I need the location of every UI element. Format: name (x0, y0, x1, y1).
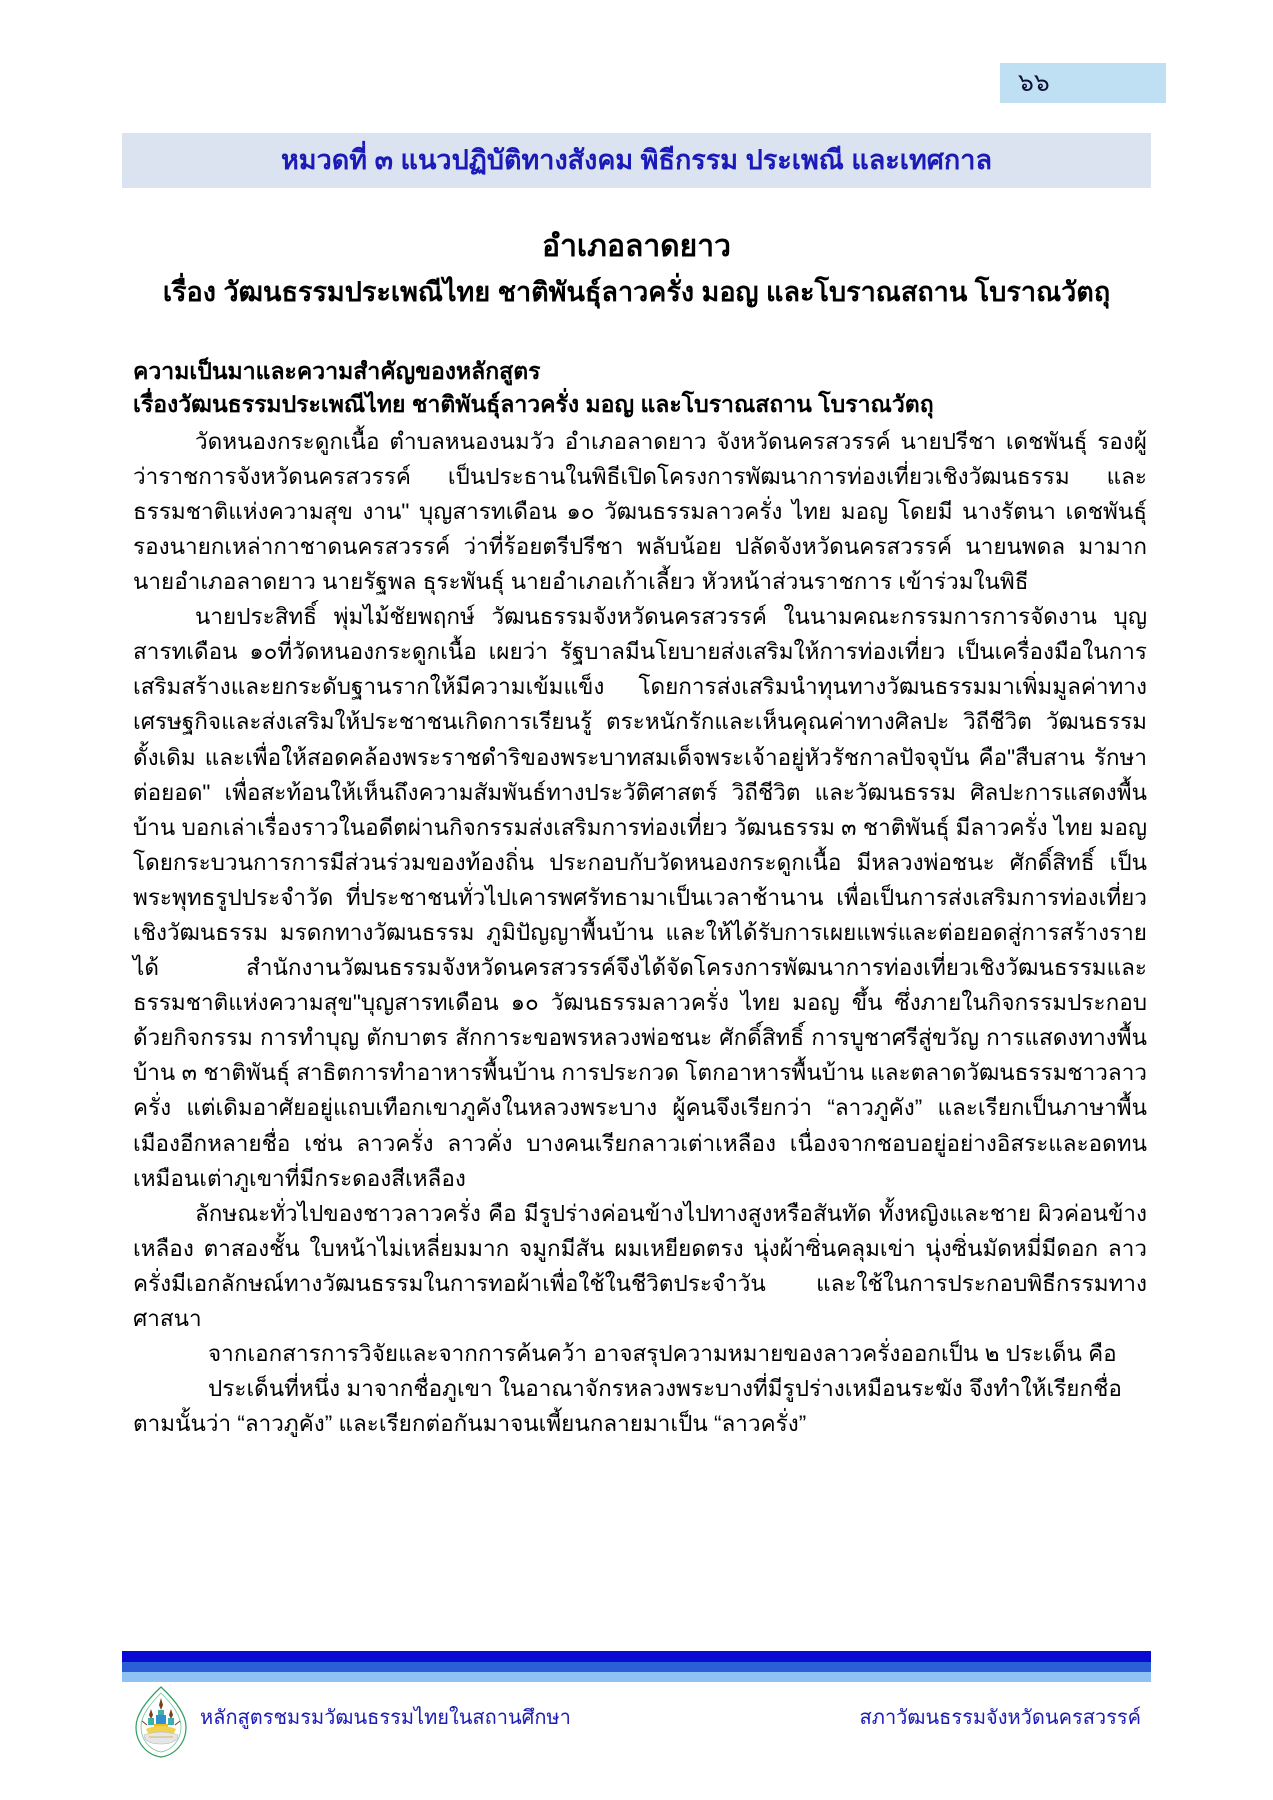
section-subheading: เรื่องวัฒนธรรมประเพณีไทย ชาติพันธุ์ลาวครั่ง มอญ และโบราณสถาน โบราณวัตถุ (133, 391, 934, 418)
footer-right-text: สภาวัฒนธรรมจังหวัดนครสวรรค์ (859, 1707, 1141, 1729)
body-paragraph-4: จากเอกสารการวิจัยและจากการค้นคว้า อาจสรุปความหมายของลาวครั่งออกเป็น ๒ ประเด็น คือ (208, 1341, 1117, 1367)
footer (122, 1690, 1151, 1760)
page-subtitle: เรื่อง วัฒนธรรมประเพณีไทย ชาติพันธุ์ลาวครั่ง มอญ และโบราณสถาน โบราณวัตถุ (162, 277, 1111, 307)
footer-bar-light (122, 1672, 1151, 1682)
footer-bar-dark (122, 1651, 1151, 1662)
page-number-badge (1000, 63, 1166, 103)
footer-left-text: หลักสูตรชมรมวัฒนธรรมไทยในสถานศึกษา (200, 1707, 571, 1729)
chapter-banner-text: หมวดที่ ๓ แนวปฏิบัติทางสังคม พิธีกรรม ประเพณี และเทศกาล (281, 145, 992, 175)
body-paragraph-3: ลักษณะทั่วไปของชาวลาวครั่ง คือ มีรูปร่างค่อนข้างไปทางสูงหรือสันทัด ทั้งหญิงและชาย ผิวค่อนข้างเหลือง ตาสองชั้น ใบหน้าไม่เหลี่ยมมาก จมูกมีสัน ผมเหยียดตรง นุ่งผ้าซิ่นคลุมเข่า นุ่งซิ่นมัดหมี่มีดอก ลาวครั่งมีเอกลักษณ์ทางวัฒนธรรมในการทอผ้าเพื่อใช้ในชีวิตประจำวัน และใช้ในการประกอบพิธีกรรมทางศาสนา (133, 1200, 1147, 1332)
footer-bar-medium (122, 1662, 1151, 1672)
lotus-stupa-emblem-icon (132, 1685, 190, 1759)
body-paragraph-5: ประเด็นที่หนึ่ง มาจากชื่อภูเขา ในอาณาจักรหลวงพระบางที่มีรูปร่างเหมือนระฆัง จึงทำให้เรียกชื่อตามนั้นว่า “ลาวภูคัง” และเรียกต่อกันมาจนเพี้ยนกลายมาเป็น “ลาวครั่ง” (133, 1376, 1122, 1437)
section-heading: ความเป็นมาและความสำคัญของหลักสูตร (133, 358, 541, 384)
chapter-banner (122, 133, 1151, 188)
body-paragraph-1: วัดหนองกระดูกเนื้อ ตำบลหนองนมวัว อำเภอลาดยาว จังหวัดนครสวรรค์ นายปรีชา เดชพันธุ์ รองผู้ว่าราชการจังหวัดนครสวรรค์ เป็นประธานในพิธีเปิดโครงการพัฒนาการท่องเที่ยวเชิงวัฒนธรรม และธรรมชาติแห่งความสุข งาน" บุญสารทเดือน ๑๐ วัฒนธรรมลาวครั่ง ไทย มอญ โดยมี นางรัตนา เดชพันธุ์ รองนายกเหล่ากาชาดนครสวรรค์ ว่าที่ร้อยตรีปรีชา พลับน้อย ปลัดจังหวัดนครสวรรค์ นายนพดล มามาก นายอำเภอลาดยาว นายรัฐพล ธุระพันธุ์ นายอำเภอเก้าเลี้ยว หัวหน้าส่วนราชการ เข้าร่วมในพิธี (133, 428, 1147, 595)
page-number-value: ๖๖ (1018, 68, 1050, 97)
page-title: อำเภอลาดยาว (542, 230, 731, 263)
footer-divider-bars (122, 1651, 1151, 1682)
document-body (133, 355, 1147, 1441)
body-paragraph-2: นายประสิทธิ์ พุ่มไม้ชัยพฤกษ์ วัฒนธรรมจังหวัดนครสวรรค์ ในนามคณะกรรมการการจัดงาน บุญสารทเดือน ๑๐ที่วัดหนองกระดูกเนื้อ เผยว่า รัฐบาลมีนโยบายส่งเสริมให้การท่องเที่ยว เป็นเครื่องมือในการเสริมสร้างและยกระดับฐานรากให้มีความเข้มแข็ง โดยการส่งเสริมนำทุนทางวัฒนธรรมมาเพิ่มมูลค่าทางเศรษฐกิจและส่งเสริมให้ประชาชนเกิดการเรียนรู้ ตระหนักรักและเห็นคุณค่าทางศิลปะ วิถีชีวิต วัฒนธรรมดั้งเดิม และเพื่อให้สอดคล้องพระราชดำริของพระบาทสมเด็จพระเจ้าอยู่หัวรัชกาลปัจจุบัน คือ"สืบสาน รักษา ต่อยอด" เพื่อสะท้อนให้เห็นถึงความสัมพันธ์ทางประวัติศาสตร์ วิถีชีวิต และวัฒนธรรม ศิลปะการแสดงพื้นบ้าน บอกเล่าเรื่องราวในอดีตผ่านกิจกรรมส่งเสริมการท่องเที่ยว วัฒนธรรม ๓ ชาติพันธุ์ มีลาวครั่ง ไทย มอญ โดยกระบวนการการมีส่วนร่วมของท้องถิ่น ประกอบกับวัดหนองกระดูกเนื้อ มีหลวงพ่อชนะ ศักดิ์สิทธิ์ เป็นพระพุทธรูปประจำวัด ที่ประชาชนทั่วไปเคารพศรัทธามาเป็นเวลาช้านาน เพื่อเป็นการส่งเสริมการท่องเที่ยวเชิงวัฒนธรรม มรดกทางวัฒนธรรม ภูมิปัญญาพื้นบ้าน และให้ได้รับการเผยแพร่และต่อยอดสู่การสร้างรายได้ สำนักงานวัฒนธรรมจังหวัดนครสวรรค์จึงได้จัดโครงการพัฒนาการท่องเที่ยวเชิงวัฒนธรรมและธรรมชาติแห่งความสุข"บุญสารทเดือน ๑๐ วัฒนธรรมลาวครั่ง ไทย มอญ ขึ้น ซึ่งภายในกิจกรรมประกอบด้วยกิจกรรม การทำบุญ ตักบาตร สักการะขอพรหลวงพ่อชนะ ศักดิ์สิทธิ์ การบูชาศรีสู่ขวัญ การแสดงทางพื้นบ้าน ๓ ชาติพันธุ์ สาธิตการทำอาหารพื้นบ้าน การประกวด โตกอาหารพื้นบ้าน และตลาดวัฒนธรรมชาวลาวครั่ง แต่เดิมอาศัยอยู่แถบเทือกเขาภูคังในหลวงพระบาง ผู้คนจึงเรียกว่า “ลาวภูคัง” และเรียกเป็นภาษาพื้นเมืองอีกหลายชื่อ เช่น ลาวครั่ง ลาวคั่ง บางคนเรียกลาวเต่าเหลือง เนื่องจากชอบอยู่อย่างอิสระและอดทนเหมือนเต่าภูเขาที่มีกระดองสีเหลือง (133, 604, 1147, 1191)
